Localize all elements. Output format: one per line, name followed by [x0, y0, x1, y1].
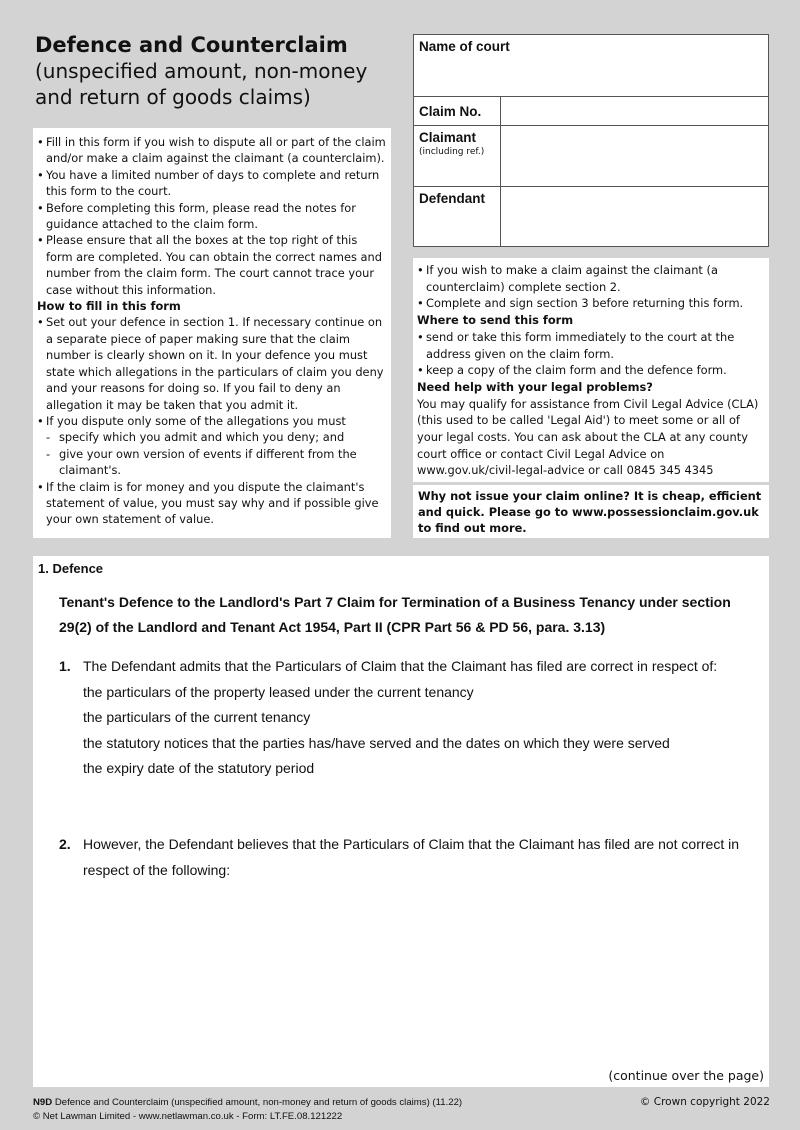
form-subtitle: (unspecified amount, non-money and return of goods claims) [35, 59, 368, 109]
form-title-block [35, 32, 405, 110]
form-description: Defence and Counterclaim (unspecified amount, non-money and return of goods claims) (11.22) [54, 1097, 463, 1108]
column-divider [500, 97, 501, 125]
court-details-table [413, 34, 769, 247]
where-to-send-heading: Where to send this form [417, 313, 574, 328]
online-claim-text: Why not issue your claim online? It is cheap, efficient and quick. Please go to www.possessionclaim.gov.uk to find out more. [418, 489, 762, 536]
legal-help-text: You may qualify for assistance from Civil Legal Advice (CLA) (this used to be called 'Legal Aid') to meet some or all of your legal costs. You can ask about the CLA at any county court office or contact Civil Legal Advice on www.gov.uk/civil-legal-advice or call 0845 345 4345 [417, 396, 759, 478]
claim-no-row[interactable] [414, 97, 768, 126]
paragraph-number: 2. [59, 836, 71, 852]
instruction-subitem: - specify which you admit and which you deny; and [37, 429, 387, 445]
defence-title: Tenant's Defence to the Landlord's Part 7 Claim for Termination of a Business Tenancy under section 29(2) of the Landlord and Tenant Act 1954, Part II (CPR Part 56 & PD 56, para. 3.13) [59, 594, 731, 635]
guidance-item: • keep a copy of the claim form and the defence form. [417, 362, 765, 379]
guidance-item: • If you wish to make a claim against the claimant (a counterclaim) complete section 2. [417, 262, 765, 295]
admitted-item: the expiry date of the statutory period [83, 760, 315, 776]
guidance-box [413, 258, 769, 482]
claimant-note: (including ref.) [419, 147, 485, 157]
crown-copyright: © Crown copyright 2022 [639, 1096, 770, 1108]
instruction-item: • Please ensure that all the boxes at the top right of this form are completed. You can obtain the correct names and number from the claim form. The court cannot trace your case without this information. [37, 232, 387, 298]
paragraph-text: However, the Defendant believes that the Particulars of Claim that the Claimant has filed are not correct in respect of the following: [83, 836, 740, 878]
guidance-item: • send or take this form immediately to the court at the address given on the claim form. [417, 329, 765, 362]
name-of-court-row[interactable] [414, 35, 768, 97]
online-claim-notice [413, 485, 769, 538]
instruction-item: • Before completing this form, please read the notes for guidance attached to the claim form. [37, 200, 387, 233]
claimant-row[interactable] [414, 126, 768, 187]
instruction-item: • If the claim is for money and you dispute the claimant's statement of value, you must say why and if possible give your own statement of value. [37, 479, 387, 528]
column-divider [500, 126, 501, 186]
continue-note: (continue over the page) [608, 1068, 764, 1083]
instruction-item: • If you dispute only some of the allegations you must [37, 413, 387, 429]
defence-section[interactable] [33, 556, 769, 1087]
form-code: N9D [33, 1097, 53, 1108]
instructions-box [33, 128, 391, 538]
admitted-item: the statutory notices that the parties has/have served and the dates on which they were served [83, 734, 670, 751]
instruction-item: • You have a limited number of days to complete and return this form to the court. [37, 167, 387, 200]
defence-paragraph-2 [59, 832, 759, 883]
defendant-row[interactable] [414, 187, 768, 246]
admitted-item: the particulars of the current tenancy [83, 709, 311, 725]
admitted-item: the particulars of the property leased under the current tenancy [83, 683, 474, 700]
paragraph-text: The Defendant admits that the Particulars of Claim that the Claimant has filed are correct in respect of: [83, 658, 718, 674]
instruction-item: • Fill in this form if you wish to dispute all or part of the claim and/or make a claim against the claimant (a counterclaim). [37, 134, 387, 167]
defence-heading: 1. Defence [38, 561, 104, 576]
legal-help-heading: Need help with your legal problems? [417, 379, 653, 394]
instruction-item: • Set out your defence in section 1. If necessary continue on a separate piece of paper making sure that the claim number is clearly shown on it. In your defence you must state which allegations in the particulars of claim you deny and your reasons for doing so. If you fail to deny an allegation it may be taken that you admit it. [37, 314, 387, 412]
column-divider [500, 187, 501, 246]
defence-paragraph-1 [59, 654, 759, 782]
how-to-fill-heading: How to fill in this form [37, 299, 181, 314]
claim-no-label: Claim No. [419, 104, 482, 119]
defendant-label: Defendant [419, 191, 486, 206]
publisher-line: © Net Lawman Limited - www.netlawman.co.uk - Form: LT.FE.08.121222 [33, 1110, 343, 1122]
paragraph-number: 1. [59, 658, 71, 674]
claimant-label: Claimant [419, 130, 477, 145]
instruction-subitem: - give your own version of events if different from the claimant's. [37, 446, 387, 479]
name-of-court-label: Name of court [419, 39, 510, 54]
footer-info [33, 1096, 462, 1123]
guidance-item: • Complete and sign section 3 before returning this form. [417, 295, 765, 312]
form-title: Defence and Counterclaim [35, 33, 348, 57]
